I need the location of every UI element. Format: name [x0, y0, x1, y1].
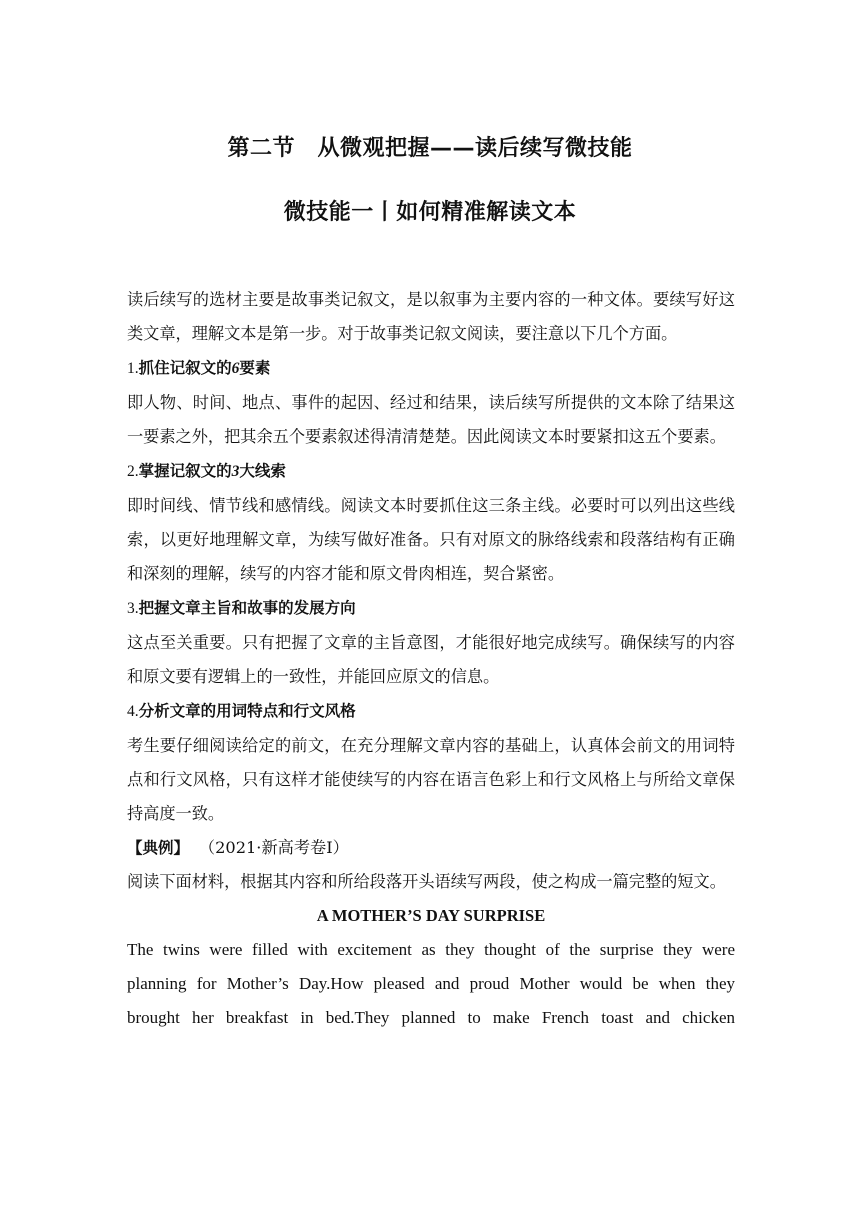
section-2-text: 即时间线、情节线和感情线。阅读文本时要抓住这三条主线。必要时可以列出这些线索，以更好地理解文章，为续写做好准备。只有对原文的脉络线索和段落结构有正确和深刻的理解，续写的内容才能和原文骨肉相连，契合紧密。 [127, 496, 735, 583]
section-heading-number: 6 [231, 360, 240, 377]
example-source: （2021·新高考卷Ⅰ） [207, 838, 349, 857]
example-label-line [127, 831, 735, 865]
intro-paragraph: 读后续写的选材主要是故事类记叙文，是以叙事为主要内容的一种文体。要续写好这类文章，理解文本是第一步。对于故事类记叙文阅读，要注意以下几个方面。 [127, 290, 735, 343]
section-heading-text: 大线索 [239, 462, 286, 480]
section-heading-text: 把握文章主旨和故事的发展方向 [138, 599, 356, 617]
story-line: brought her breakfast in bed.They planned to make French toast and chicken [127, 1008, 735, 1027]
section-3-text: 这点至关重要。只有把握了文章的主旨意图，才能很好地完成续写。确保续写的内容和原文要有逻辑上的一致性，并能回应原文的信息。 [127, 633, 735, 686]
section-number: 1. [127, 360, 139, 377]
example-tag: 【典例】 [127, 839, 190, 857]
section-heading-text: 要素 [239, 359, 271, 377]
example-instruction: 阅读下面材料，根据其内容和所给段落开头语续写两段，使之构成一篇完整的短文。 [127, 872, 726, 891]
document-body [127, 283, 735, 1035]
story-line: planning for Mother’s Day.How pleased and proud Mother would be when they [127, 974, 735, 993]
section-1-heading [127, 351, 735, 386]
section-number: 4. [127, 703, 139, 720]
section-number: 3. [127, 600, 139, 617]
section-1-text: 即人物、时间、地点、事件的起因、经过和结果，读后续写所提供的文本除了结果这一要素之外，把其余五个要素叙述得清清楚楚。因此阅读文本时要紧扣这五个要素。 [127, 393, 735, 446]
section-title: 第二节 从微观把握——读后续写微技能 [227, 136, 633, 161]
section-3-heading [127, 591, 735, 626]
section-heading-text: 掌握记叙文的 [138, 462, 232, 480]
section-heading-number: 3 [231, 463, 240, 480]
section-4-text: 考生要仔细阅读给定的前文，在充分理解文章内容的基础上，认真体会前文的用词特点和行文风格，只有这样才能使续写的内容在语言色彩上和行文风格上与所给文章保持高度一致。 [127, 736, 735, 823]
section-number: 2. [127, 463, 139, 480]
section-heading-text: 抓住记叙文的 [138, 359, 232, 377]
section-4-heading [127, 694, 735, 729]
section-heading-text: 分析文章的用词特点和行文风格 [138, 702, 356, 720]
story-title: A MOTHER’S DAY SURPRISE [316, 906, 546, 925]
story-line: The twins were filled with excitement as they thought of the surprise they were [127, 940, 735, 959]
skill-subtitle: 微技能一丨如何精准解读文本 [283, 200, 577, 225]
section-2-heading [127, 454, 735, 489]
